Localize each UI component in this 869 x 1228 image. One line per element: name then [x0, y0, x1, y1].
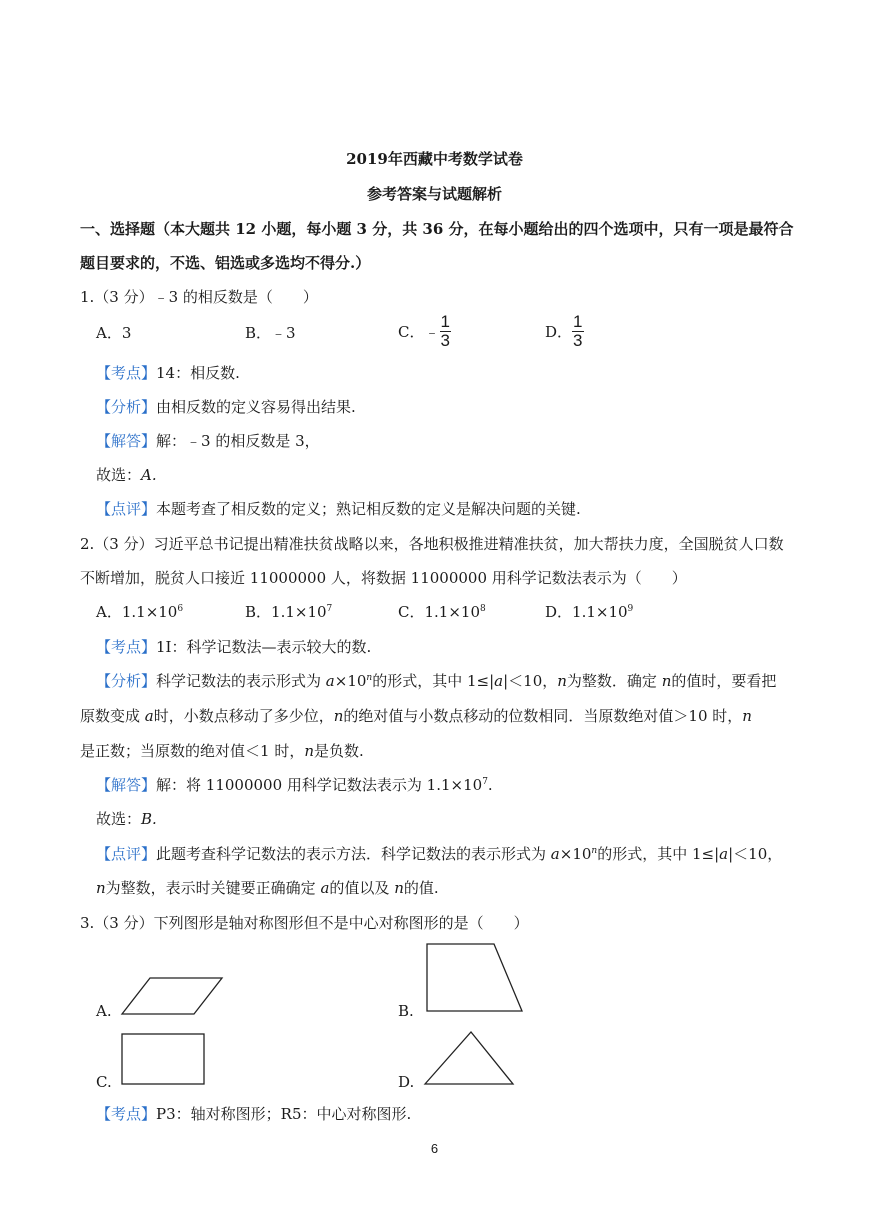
q2-kaodian: 【考点】1I：科学记数法—表示较大的数. — [96, 638, 372, 656]
q3-figure-d-triangle — [423, 1030, 515, 1086]
q2-fenxi-line3: 是正数；当原数的绝对值＜1 时，n是负数. — [80, 742, 364, 760]
q2-stem-line2: 不断增加，脱贫人口接近 11000000 人，将数据 11000000 用科学记数法表示为（ ） — [80, 569, 687, 587]
q1-option-b: B．﹣3 — [245, 324, 296, 342]
q2-stem-line1: 2.（3 分）习近平总书记提出精准扶贫战略以来，各地积极推进精准扶贫，加大帮扶力度，全国脱贫人口数 — [80, 535, 784, 553]
q1-option-d — [545, 313, 584, 350]
q2-option-d: D．$1.1\times 10^9$ — [545, 603, 634, 621]
jieda-tag: 【解答】 — [96, 432, 157, 450]
q2-fenxi-line1: 【分析】科学记数法的表示形式为 $a\times 10^n$的形式，其中 1≤|a|＜10，n为整数．确定 n的值时，要看把 — [96, 672, 777, 690]
q3-option-b-label: B. — [398, 1002, 414, 1020]
section-heading-line2: 题目要求的，不选、铝选或多选均不得分.） — [80, 254, 371, 272]
q2-option-b: B．$1.1\times 10^7$ — [245, 603, 333, 621]
q1-choice: 故选：A. — [96, 466, 157, 484]
doc-subtitle: 参考答案与试题解析 — [366, 185, 502, 203]
kaodian-tag: 【考点】 — [96, 364, 157, 382]
q1-option-c-label: C． — [398, 323, 425, 341]
q1-kaodian: 【考点】14：相反数. — [96, 364, 240, 382]
section-heading-line1: 一、选择题（本大题共 12 小题，每小题 3 分，共 36 分，在每小题给出的四个选项中，只有一项是最符合 — [80, 220, 794, 238]
q2-option-c: C．$1.1\times 10^8$ — [398, 603, 486, 621]
q1-option-d-numerator: 1 — [573, 312, 583, 331]
q1-option-c — [398, 313, 451, 350]
q1-option-c-denominator: 3 — [440, 331, 450, 350]
q3-figure-c-rectangle — [121, 1033, 207, 1087]
q1-option-d-denominator: 3 — [573, 331, 583, 350]
q2-option-a: A．$1.1\times 10^6$ — [96, 603, 184, 621]
q2-fenxi-line2: 原数变成 a时，小数点移动了多少位，n的绝对值与小数点移动的位数相同．当原数绝对值＞10 时，n — [80, 707, 752, 725]
page-number: 6 — [430, 1141, 439, 1156]
q3-figure-b-trapezoid — [426, 943, 524, 1013]
q1-fenxi: 【分析】由相反数的定义容易得出结果. — [96, 398, 356, 416]
q1-option-d-label: D． — [545, 323, 573, 341]
q1-dianping: 【点评】本题考查了相反数的定义；熟记相反数的定义是解决问题的关键. — [96, 500, 581, 518]
q2-choice: 故选：B. — [96, 810, 157, 828]
q2-dianping-line1: 【点评】此题考查科学记数法的表示方法．科学记数法的表示形式为 $a\times 10^n$的形式，其中 1≤|a|＜10， — [96, 845, 783, 863]
q3-kaodian: 【考点】P3：轴对称图形；R5：中心对称图形. — [96, 1105, 412, 1123]
q2-dianping-line2: n为整数，表示时关键要正确确定 a的值以及 n的值. — [96, 879, 439, 897]
fenxi-tag: 【分析】 — [96, 398, 157, 416]
q3-option-d-label: D. — [398, 1073, 415, 1091]
dianping-tag: 【点评】 — [96, 500, 157, 518]
q3-option-c-label: C. — [96, 1073, 112, 1091]
q1-option-c-numerator: 1 — [440, 312, 450, 331]
q3-option-a-label: A. — [96, 1002, 112, 1020]
doc-title: 2019年西藏中考数学试卷 — [346, 150, 523, 168]
q3-figure-a-parallelogram — [120, 976, 224, 1016]
q2-jieda: 【解答】解：将 11000000 用科学记数法表示为 $1.1\times 10^7$. — [96, 776, 493, 794]
q1-option-c-fraction — [440, 313, 451, 350]
q1-option-d-fraction — [572, 313, 583, 350]
q3-stem: 3.（3 分）下列图形是轴对称图形但不是中心对称图形的是（ ） — [80, 914, 529, 932]
q1-option-c-minus: ﹣ — [424, 323, 440, 341]
q1-jieda: 【解答】解：﹣3 的相反数是 3， — [96, 432, 320, 450]
q1-option-a: A．3 — [96, 324, 132, 342]
q1-stem: 1.（3 分）﹣3 的相反数是（ ） — [80, 288, 318, 306]
